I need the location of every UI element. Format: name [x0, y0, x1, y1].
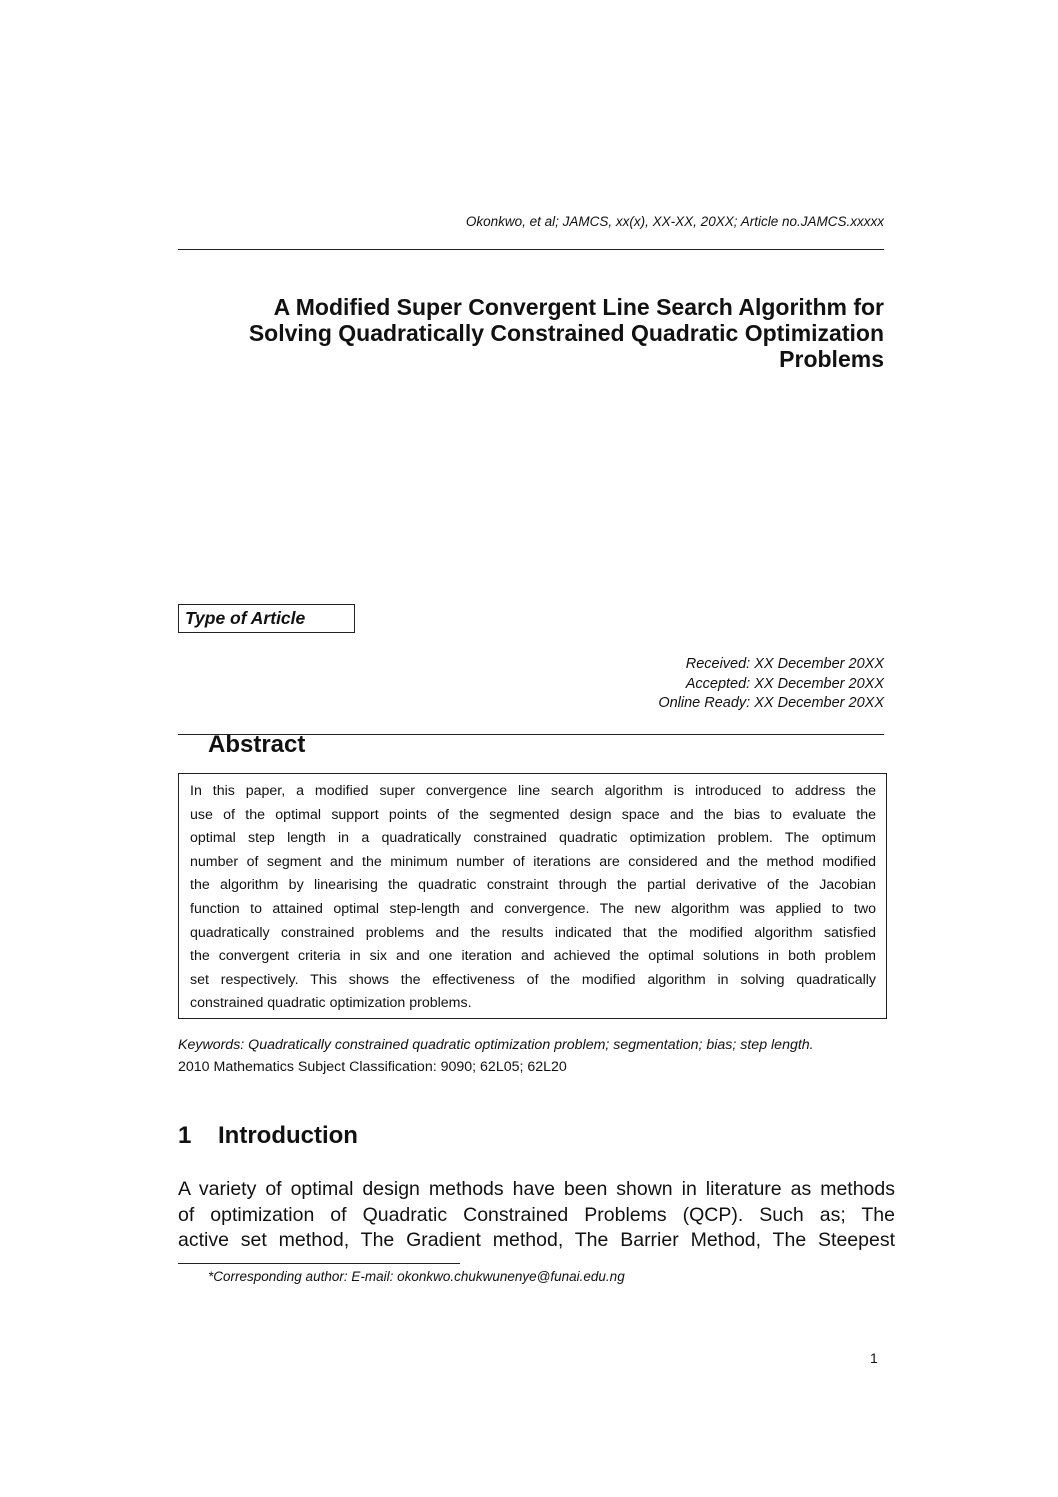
- introduction-text: [178, 1177, 895, 1254]
- body-line: of optimization of Quadratic Constrained Problems (QCP). Such as; The: [178, 1203, 895, 1226]
- title-line: A Modified Super Convergent Line Search Algorithm for: [273, 294, 884, 320]
- title-line: Solving Quadratically Constrained Quadratic Optimization: [248, 320, 884, 346]
- body-line: A variety of optimal design methods have been shown in literature as methods: [178, 1178, 895, 1200]
- abstract-line: use of the optimal support points of the segmented design space and the bias to evaluate the: [190, 806, 876, 823]
- article-type-box: Type of Article: [178, 604, 355, 633]
- subject-classification: 2010 Mathematics Subject Classification: 9090; 62L05; 62L20: [178, 1059, 567, 1075]
- page-number: 1: [870, 1350, 878, 1366]
- online-ready-date: Online Ready: XX December 20XX: [658, 695, 884, 711]
- abstract-line: number of segment and the minimum number of iterations are considered and the method modified: [190, 853, 876, 870]
- abstract-box: [178, 773, 887, 1019]
- abstract-line: the convergent criteria in six and one iteration and achieved the optimal solutions in both problem: [190, 948, 876, 965]
- corresponding-author-footnote: *Corresponding author: E-mail: okonkwo.chukwunenye@funai.edu.ng: [208, 1269, 625, 1284]
- running-header: Okonkwo, et al; JAMCS, xx(x), XX-XX, 20XX; Article no.JAMCS.xxxxx: [465, 214, 884, 229]
- abstract-line: the algorithm by linearising the quadratic constraint through the partial derivative of the Jacobian: [190, 877, 876, 894]
- section-heading: [178, 1122, 358, 1150]
- abstract-line: set respectively. This shows the effectiveness of the modified algorithm in solving quadratically: [190, 971, 876, 988]
- title-line: Problems: [779, 346, 884, 372]
- section-title: Introduction: [218, 1122, 358, 1149]
- abstract-line: optimal step length in a quadratically constrained quadratic optimization problem. The optimum: [190, 830, 876, 847]
- abstract-heading: Abstract: [208, 731, 306, 758]
- paper-title: [164, 294, 884, 372]
- accepted-date: Accepted: XX December 20XX: [685, 675, 884, 692]
- publication-dates: [658, 655, 884, 714]
- body-line: active set method, The Gradient method, The Barrier Method, The Steepest: [178, 1229, 895, 1251]
- abstract-line: constrained quadratic optimization problems.: [190, 995, 472, 1012]
- section-number: 1: [178, 1122, 192, 1149]
- abstract-line: quadratically constrained problems and the results indicated that the modified algorithm satisfied: [190, 924, 876, 941]
- abstract-line: In this paper, a modified super convergence line search algorithm is introduced to address the: [190, 783, 876, 799]
- keywords: Keywords: Quadratically constrained quadratic optimization problem; segmentation; bias; step length.: [178, 1037, 814, 1053]
- header-rule: [178, 249, 884, 250]
- abstract-line: function to attained optimal step-length and convergence. The new algorithm was applied to two: [190, 900, 876, 917]
- received-date: Received: XX December 20XX: [685, 656, 884, 672]
- footnote-rule: [178, 1263, 460, 1264]
